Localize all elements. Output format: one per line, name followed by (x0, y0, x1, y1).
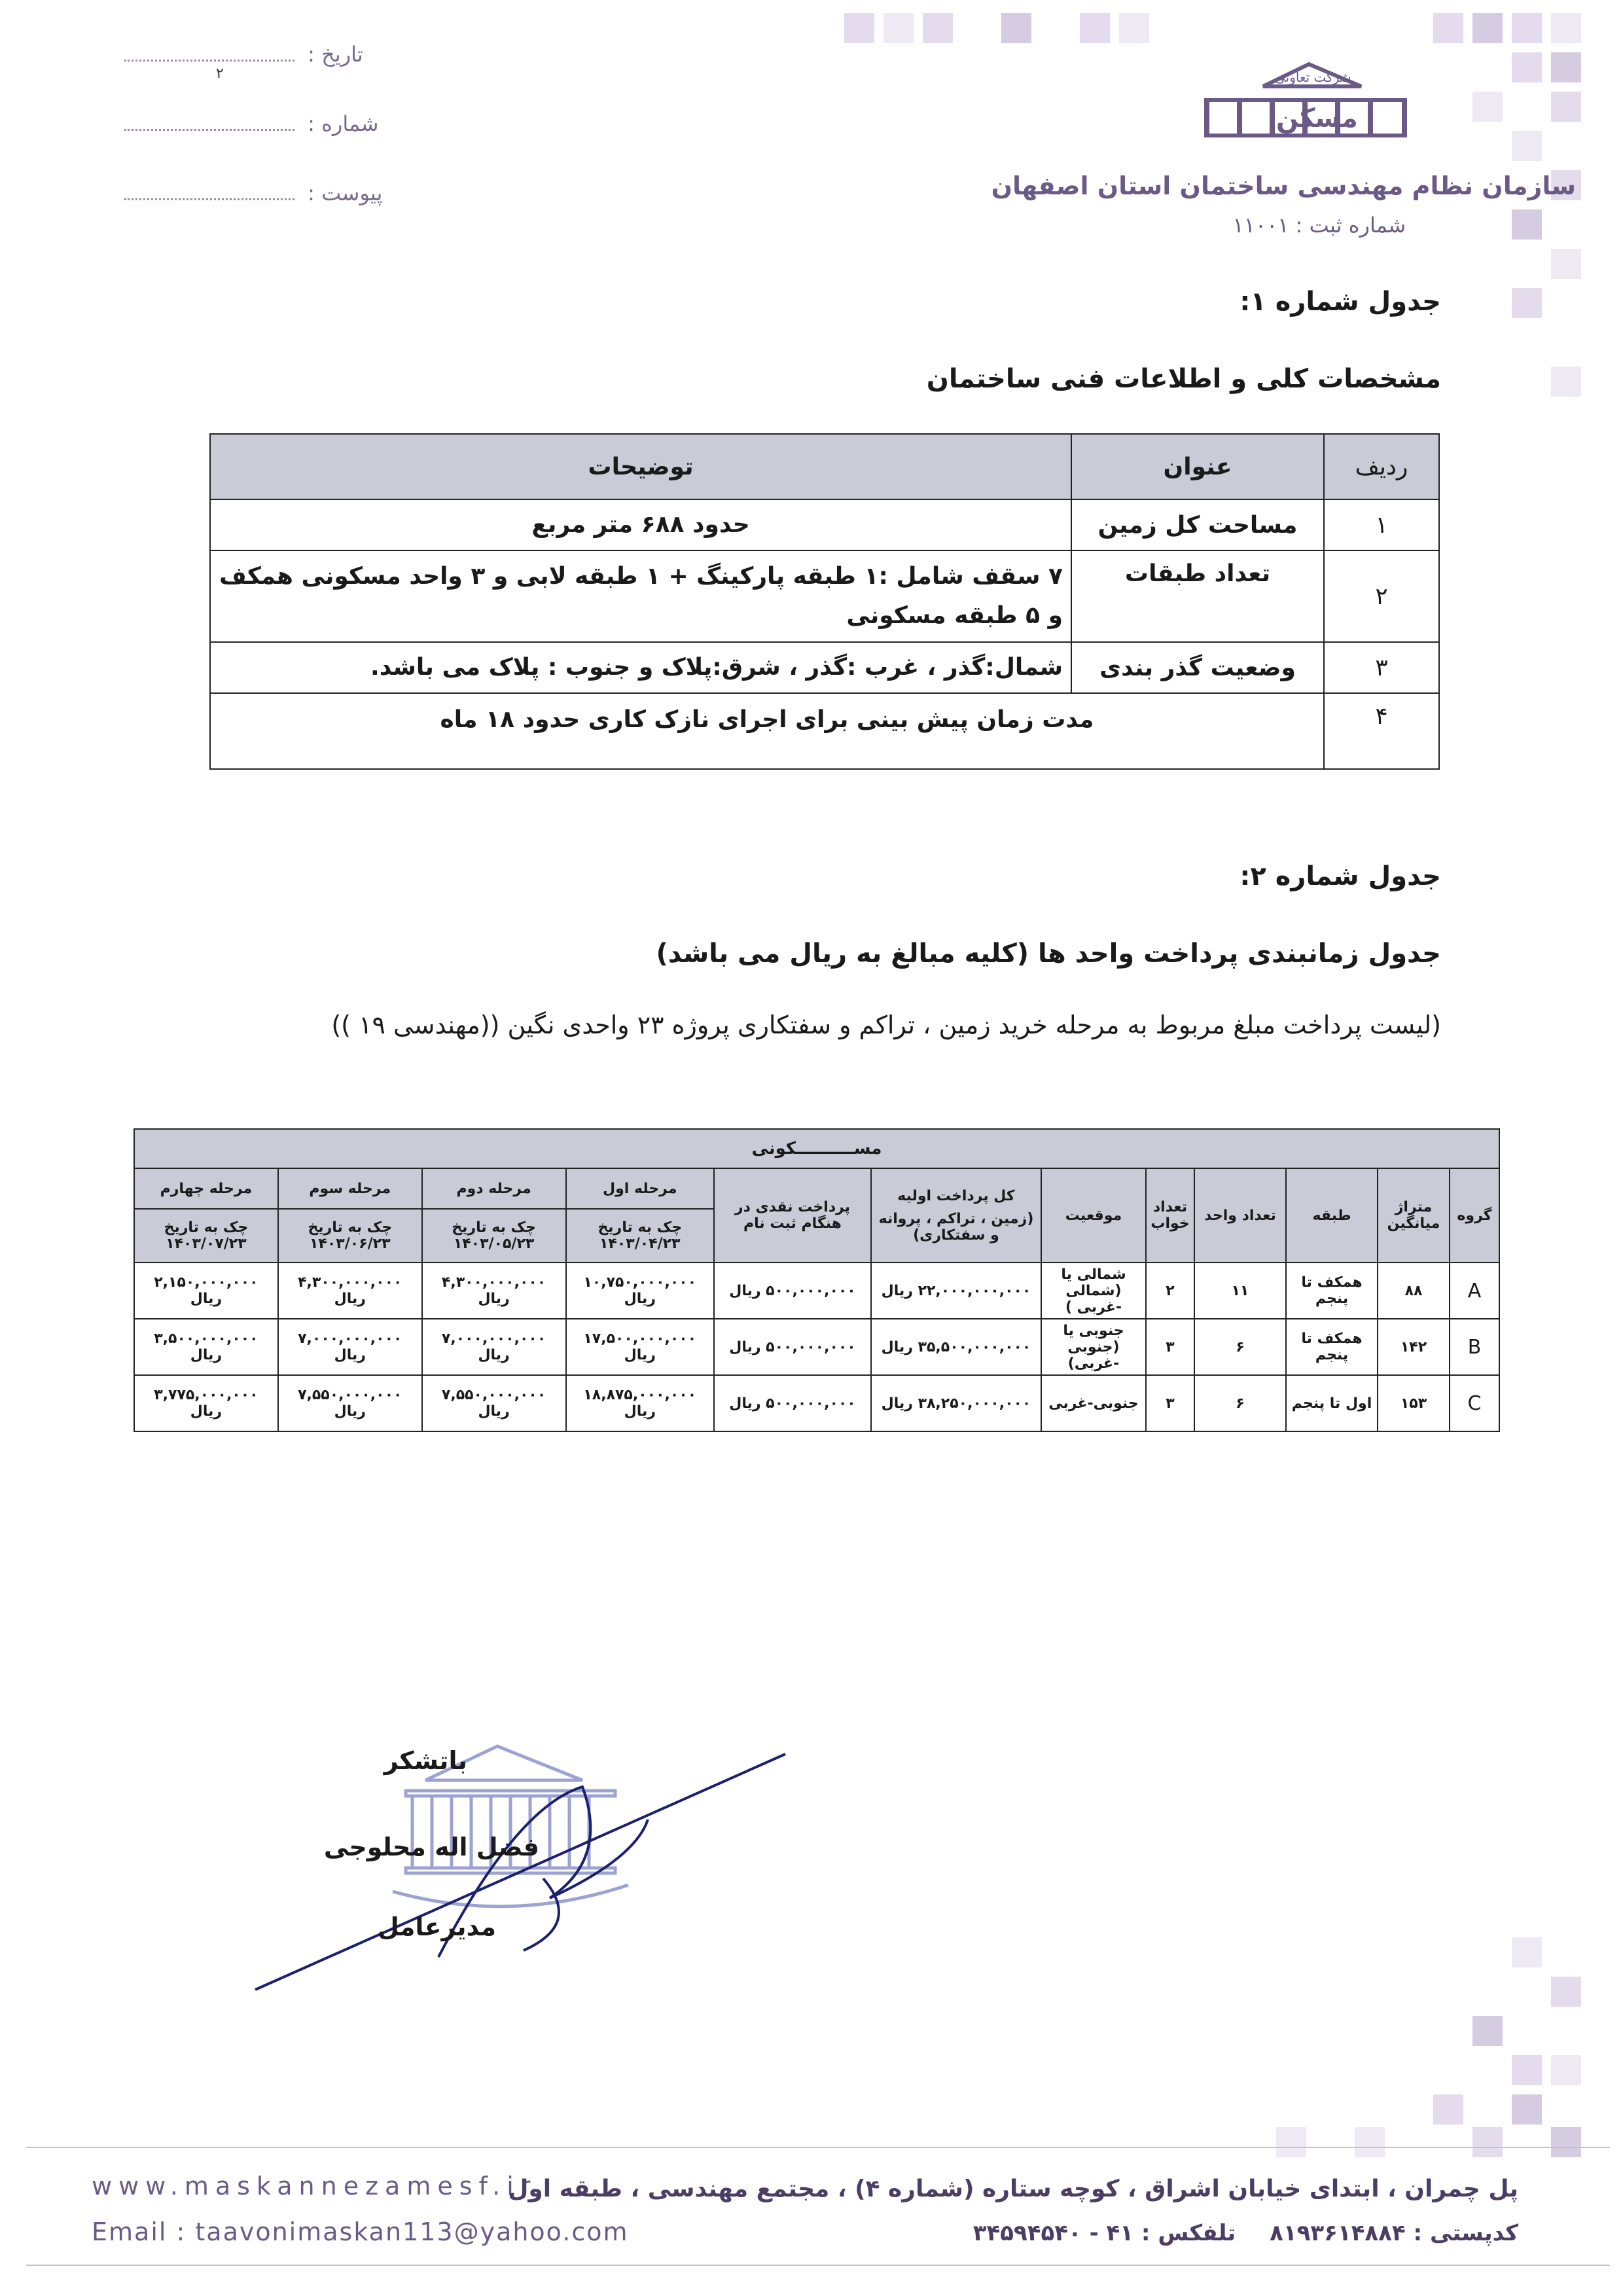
cell-stage-1: ۱۰,۷۵۰,۰۰۰,۰۰۰ ریال (566, 1263, 715, 1319)
cell-beds: ۳ (1146, 1319, 1194, 1375)
col-stage-3-date: چک به تاریخ ۱۴۰۳/۰۶/۲۳ (278, 1209, 422, 1263)
table-row (134, 1263, 1499, 1319)
signature-role: مدیرعامل (377, 1912, 496, 1941)
cell-stage-2: ۷,۰۰۰,۰۰۰,۰۰۰ ریال (422, 1319, 566, 1375)
col-stage-1-date: چک به تاریخ ۱۴۰۳/۰۴/۲۳ (566, 1209, 715, 1263)
cell-cash: ۵۰۰,۰۰۰,۰۰۰ ریال (714, 1319, 871, 1375)
logo-text: مسکن (1276, 103, 1358, 134)
number-field (124, 111, 378, 136)
cell-total: ۳۵,۵۰۰,۰۰۰,۰۰۰ ریال (871, 1319, 1041, 1375)
cell-stage-1: ۱۸,۸۷۵,۰۰۰,۰۰۰ ریال (566, 1375, 715, 1431)
col-stage-4-date: چک به تاریخ ۱۴۰۳/۰۷/۲۳ (134, 1209, 278, 1263)
cell-stage-3: ۴,۳۰۰,۰۰۰,۰۰۰ ریال (278, 1263, 422, 1319)
col-beds: تعداد خواب (1146, 1168, 1194, 1263)
footer-email[interactable]: Email : taavonimaskan113@yahoo.com (92, 2217, 629, 2246)
col-stage-3: مرحله سوم (278, 1168, 422, 1209)
cell-units: ۱۱ (1194, 1263, 1286, 1319)
col-area: متراژ میانگین (1378, 1168, 1450, 1263)
cell-floor: اول تا پنجم (1286, 1375, 1378, 1431)
cell-stage-4: ۳,۷۷۵,۰۰۰,۰۰۰ ریال (134, 1375, 278, 1431)
cell-cash: ۵۰۰,۰۰۰,۰۰۰ ریال (714, 1263, 871, 1319)
col-total-title: کل پرداخت اولیه (897, 1187, 1015, 1204)
date-label: تاریخ : (308, 42, 363, 67)
cell-stage-4: ۳,۵۰۰,۰۰۰,۰۰۰ ریال (134, 1319, 278, 1375)
cell-stage-2: ۴,۳۰۰,۰۰۰,۰۰۰ ریال (422, 1263, 566, 1319)
date-value: ۲ (216, 65, 224, 82)
col-stage-2: مرحله دوم (422, 1168, 566, 1209)
row-title: وضعیت گذر بندی (1071, 642, 1324, 693)
cell-group: C (1450, 1375, 1499, 1431)
row-number: ۱ (1324, 499, 1439, 550)
cell-stage-2: ۷,۵۵۰,۰۰۰,۰۰۰ ریال (422, 1375, 566, 1431)
row-number: ۳ (1324, 642, 1439, 693)
col-description: توضیحات (210, 434, 1071, 499)
col-total (871, 1168, 1041, 1263)
row-description: شمال:گذر ، غرب :گذر ، شرق:پلاک و جنوب : پلاک می باشد. (210, 642, 1071, 693)
col-units: تعداد واحد (1194, 1168, 1286, 1263)
cell-beds: ۳ (1146, 1375, 1194, 1431)
attachment-field (124, 181, 382, 206)
cell-floor: همکف تا پنجم (1286, 1319, 1378, 1375)
cell-location: جنوبی-غربی (1041, 1375, 1146, 1431)
signature-thanks: باتشکر (383, 1746, 467, 1775)
cell-stage-4: ۲,۱۵۰,۰۰۰,۰۰۰ ریال (134, 1263, 278, 1319)
company-logo (1198, 60, 1420, 145)
footer-address: پل چمران ، ابتدای خیابان اشراق ، کوچه ستاره (شماره ۴) ، مجتمع مهندسی ، طبقه اول (508, 2176, 1518, 2202)
cell-cash: ۵۰۰,۰۰۰,۰۰۰ ریال (714, 1375, 871, 1431)
col-row-number: ردیف (1324, 434, 1439, 499)
registration-number: شماره ثبت : ۱۱۰۰۱ (1232, 213, 1406, 238)
cell-area: ۱۴۲ (1378, 1319, 1450, 1375)
attachment-label: پیوست : (308, 181, 383, 206)
cell-units: ۶ (1194, 1375, 1286, 1431)
residential-header: مســــــــــکونی (134, 1129, 1499, 1168)
logo-caption: شرکت تعاونی (1275, 69, 1351, 85)
cell-units: ۶ (1194, 1319, 1286, 1375)
org-name: سازمان نظام مهندسی ساختمان استان اصفهان (991, 171, 1576, 200)
col-stage-4: مرحله چهارم (134, 1168, 278, 1209)
table2-title: جدول زمانبندی پرداخت واحد ها (کلیه مبالغ به ریال می باشد) (656, 939, 1441, 969)
col-cash: پرداخت نقدی در هنگام ثبت نام (714, 1168, 871, 1263)
signature-scribble-icon (242, 1728, 805, 2003)
attachment-dots (124, 198, 294, 200)
footer-website[interactable]: www.maskannezamesf.ir (92, 2172, 537, 2200)
cell-group: B (1450, 1319, 1499, 1375)
number-dots (124, 129, 294, 131)
footer-postal-code: کدپستی : ۸۱۹۳۶۱۴۸۸۴ (1270, 2220, 1518, 2246)
table1-title: مشخصات کلی و اطلاعات فنی ساختمان (926, 364, 1441, 394)
col-location: موقعیت (1041, 1168, 1146, 1263)
cell-total: ۲۲,۰۰۰,۰۰۰,۰۰۰ ریال (871, 1263, 1041, 1319)
date-dots (124, 60, 294, 62)
row-description: حدود ۶۸۸ متر مربع (210, 499, 1071, 550)
table-row (134, 1319, 1499, 1375)
cell-stage-3: ۷,۵۵۰,۰۰۰,۰۰۰ ریال (278, 1375, 422, 1431)
row-title: مساحت کل زمین (1071, 499, 1324, 550)
table-row (210, 642, 1439, 693)
cell-stage-1: ۱۷,۵۰۰,۰۰۰,۰۰۰ ریال (566, 1319, 715, 1375)
table-header-row (210, 434, 1439, 499)
signature-name: فضل اله محلوجی (323, 1833, 539, 1861)
row-description: ۷ سقف شامل :۱ طبقه پارکینگ + ۱ طبقه لابی و ۳ واحد مسکونی همکف و ۵ طبقه مسکونی (210, 550, 1071, 642)
table2-heading: جدول شماره ۲: (1240, 861, 1441, 891)
table-row (134, 1375, 1499, 1431)
table-row (210, 550, 1439, 642)
col-stage-1: مرحله اول (566, 1168, 715, 1209)
table2-note: (لیست پرداخت مبلغ مربوط به مرحله خرید زمین ، تراکم و سفتکاری پروژه ۲۳ واحدی نگین ((مهندسی ۱۹ )) (331, 1011, 1441, 1039)
date-field (124, 42, 363, 67)
col-stage-2-date: چک به تاریخ ۱۴۰۳/۰۵/۲۳ (422, 1209, 566, 1263)
col-title: عنوان (1071, 434, 1324, 499)
cell-location: شمالی یا (شمالی -غربی ) (1041, 1263, 1146, 1319)
row-description: مدت زمان پیش بینی برای اجرای نازک کاری حدود ۱۸ ماه (210, 693, 1324, 769)
cell-area: ۸۸ (1378, 1263, 1450, 1319)
table-row (210, 693, 1439, 769)
cell-beds: ۲ (1146, 1263, 1194, 1319)
footer-contact (947, 2220, 1518, 2246)
cell-group: A (1450, 1263, 1499, 1319)
col-floor: طبقه (1286, 1168, 1378, 1263)
cell-floor: همکف تا پنجم (1286, 1263, 1378, 1319)
footer-divider-bottom (26, 2265, 1610, 2266)
cell-location: جنوبی یا (جنوبی -غربی) (1041, 1319, 1146, 1375)
cell-area: ۱۵۳ (1378, 1375, 1450, 1431)
building-specs-table (209, 433, 1440, 770)
row-number: ۲ (1324, 550, 1439, 642)
footer-divider (26, 2147, 1610, 2148)
number-label: شماره : (308, 111, 379, 136)
row-title: تعداد طبقات (1071, 550, 1324, 642)
col-total-sub: (زمین ، تراکم ، پروانه و سفتکاری) (878, 1210, 1034, 1244)
cell-total: ۳۸,۲۵۰,۰۰۰,۰۰۰ ریال (871, 1375, 1041, 1431)
table1-heading: جدول شماره ۱: (1240, 287, 1441, 317)
footer-fax: تلفکس : ۴۱ - ۳۴۵۹۴۵۴۰ (972, 2220, 1236, 2246)
payment-schedule-table (134, 1128, 1500, 1432)
cell-stage-3: ۷,۰۰۰,۰۰۰,۰۰۰ ریال (278, 1319, 422, 1375)
row-number: ۴ (1324, 693, 1439, 769)
table-row (210, 499, 1439, 550)
col-group: گروه (1450, 1168, 1499, 1263)
